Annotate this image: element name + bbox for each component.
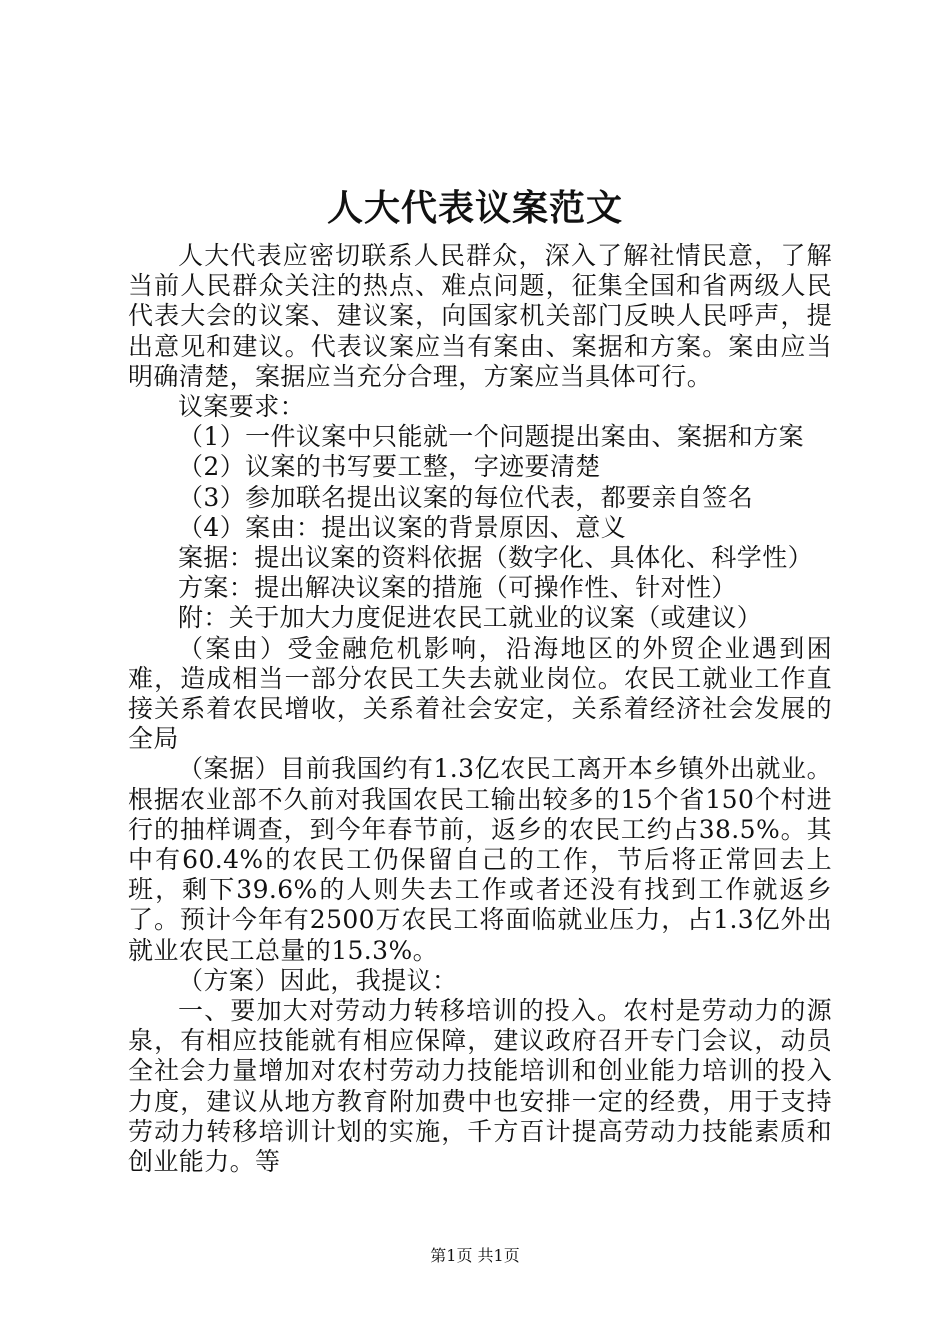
appendix-heading: 附：关于加大力度促进农民工就业的议案（或建议）	[178, 603, 763, 633]
document-title: 人大代表议案范文	[326, 187, 623, 229]
requirement-item-4: （4）案由：提出议案的背景原因、意义	[178, 512, 627, 542]
document-body	[128, 241, 832, 1177]
proposal-item-1: 一、要加大对劳动力转移培训的投入。农村是劳动力的源泉，有相应技能就有相应保障，建议政府召开专门会议，动员全社会力量增加对农村劳动力技能培训和创业能力培训的投入力度，建议从地方教育附加费中也安排一定的经费，用于支持劳动力转移培训计划的实施，千方百计提高劳动力技能素质和创业能力。等	[128, 996, 832, 1177]
intro-paragraph: 人大代表应密切联系人民群众，深入了解社情民意，了解当前人民群众关注的热点、难点问题，征集全国和省两级人民代表大会的议案、建议案，向国家机关部门反映人民呼声，提出意见和建议。代表议案应当有案由、案据和方案。案由应当明确清楚，案据应当充分合理，方案应当具体可行。	[128, 241, 832, 391]
case-reason-paragraph: （案由）受金融危机影响，沿海地区的外贸企业遇到困难，造成相当一部分农民工失去就业岗位。农民工就业工作直接关系着农民增收，关系着社会安定，关系着经济社会发展的全局	[128, 633, 832, 754]
case-plan-heading: （方案）因此，我提议：	[178, 965, 458, 995]
requirement-item-2: （2）议案的书写要工整，字迹要清楚	[178, 452, 601, 482]
requirement-basis: 案据：提出议案的资料依据（数字化、具体化、科学性）	[178, 543, 814, 573]
page-footer: 第1页 共1页	[430, 1246, 520, 1265]
requirement-item-3: （3）参加联名提出议案的每位代表，都要亲自签名	[178, 482, 754, 512]
requirement-item-1: （1）一件议案中只能就一个问题提出案由、案据和方案	[178, 422, 804, 452]
requirement-plan: 方案：提出解决议案的措施（可操作性、针对性）	[178, 573, 737, 603]
requirements-heading: 议案要求：	[178, 392, 306, 422]
case-basis-paragraph: （案据）目前我国约有1.3亿农民工离开本乡镇外出就业。根据农业部不久前对我国农民工输出较多的15个省150个村进行的抽样调查，到今年春节前，返乡的农民工约占38.5%。其中有60.4%的农民工仍保留自己的工作，节后将正常回去上班，剩下39.6%的人则失去工作或者还没有找到工作就返乡了。预计今年有2500万农民工将面临就业压力，占1.3亿外出就业农民工总量的15.3%。	[128, 754, 832, 965]
